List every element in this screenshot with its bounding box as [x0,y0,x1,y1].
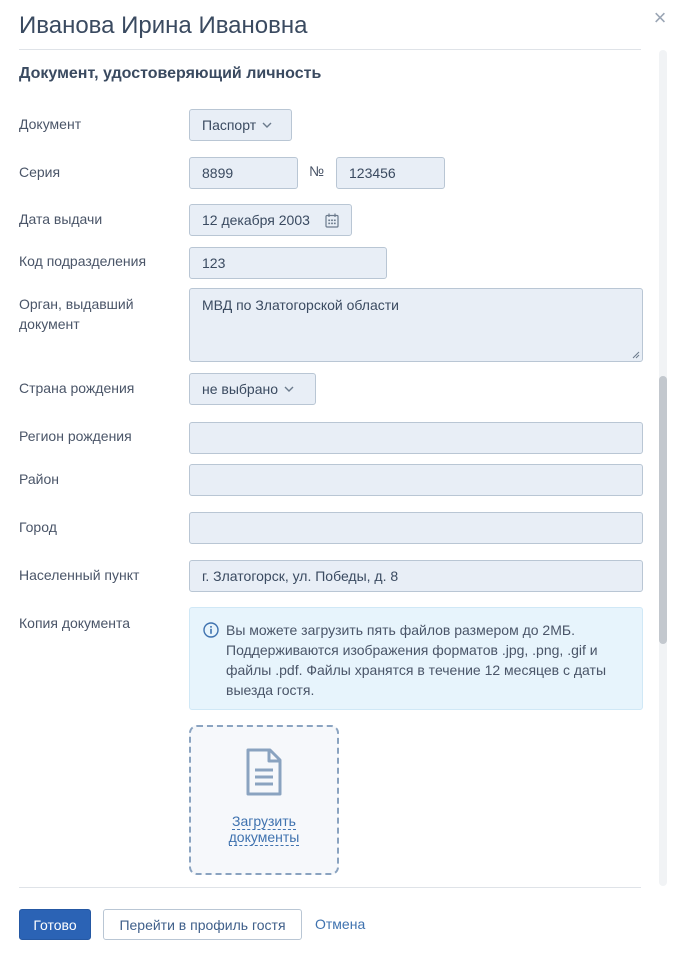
header-divider [19,49,641,50]
series-input[interactable]: 8899 [189,157,298,189]
scrollbar-thumb[interactable] [659,376,667,644]
footer-divider [19,887,641,888]
upload-link[interactable] [191,813,337,845]
page-title: Иванова Ирина Ивановна [19,12,308,39]
chevron-down-icon [284,384,294,394]
division-code-label: Код подразделения [19,253,147,269]
locality-input[interactable]: г. Златогорск, ул. Победы, д. 8 [189,560,643,592]
document-icon [244,748,284,796]
birth-country-label: Страна рождения [19,380,135,396]
doc-copy-label: Копия документа [19,615,131,631]
birth-region-label: Регион рождения [19,428,132,444]
info-line-1: Вы можете загрузить пять файлов размером до 2МБ. [226,622,575,638]
guest-profile-button[interactable]: Перейти в профиль гостя [103,909,302,940]
issue-date-label: Дата выдачи [19,211,103,227]
district-label: Район [19,471,59,487]
section-title: Документ, удостоверяющий личность [19,65,322,82]
info-line-3: файлы .pdf. Файлы хранятся в течение 12 месяцев с даты [226,662,607,678]
birth-region-input[interactable] [189,422,643,454]
document-type-value: Паспорт [202,117,257,133]
chevron-down-icon [262,120,272,130]
info-notice [189,607,643,710]
resize-handle-icon[interactable] [632,351,640,359]
upload-link-line2: документы [228,829,300,845]
issue-date-value: 12 декабря 2003 [202,212,310,228]
info-line-2: Поддерживаются изображения форматов .jpg, .png, .gif и [226,642,598,658]
series-label: Серия [19,164,61,180]
district-input[interactable] [189,464,643,496]
info-line-4: выезда гостя. [226,682,315,698]
locality-label: Населенный пункт [19,567,140,583]
upload-link-line1: Загрузить [232,813,296,829]
document-type-select[interactable] [189,109,292,141]
issue-date-input[interactable] [189,204,352,236]
close-icon[interactable]: × [653,5,667,30]
upload-documents-dropzone[interactable] [189,725,339,875]
birth-country-select[interactable] [189,373,316,405]
document-label: Документ [19,116,82,132]
issuer-label-line2: документ [19,316,80,332]
info-icon [203,622,219,638]
done-button[interactable]: Готово [19,909,91,940]
issuer-textarea[interactable] [189,288,643,362]
number-sign: № [309,163,325,179]
issuer-label-line1: Орган, выдавший [19,296,134,312]
cancel-button[interactable]: Отмена [315,916,366,932]
issuer-value: МВД по Златогорской области [202,297,399,313]
issuer-label [19,294,134,334]
birth-country-value: не выбрано [202,381,279,397]
calendar-icon[interactable] [325,213,339,228]
city-input[interactable] [189,512,643,544]
number-input[interactable]: 123456 [336,157,445,189]
division-code-input[interactable]: 123 [189,247,387,279]
city-label: Город [19,519,57,535]
